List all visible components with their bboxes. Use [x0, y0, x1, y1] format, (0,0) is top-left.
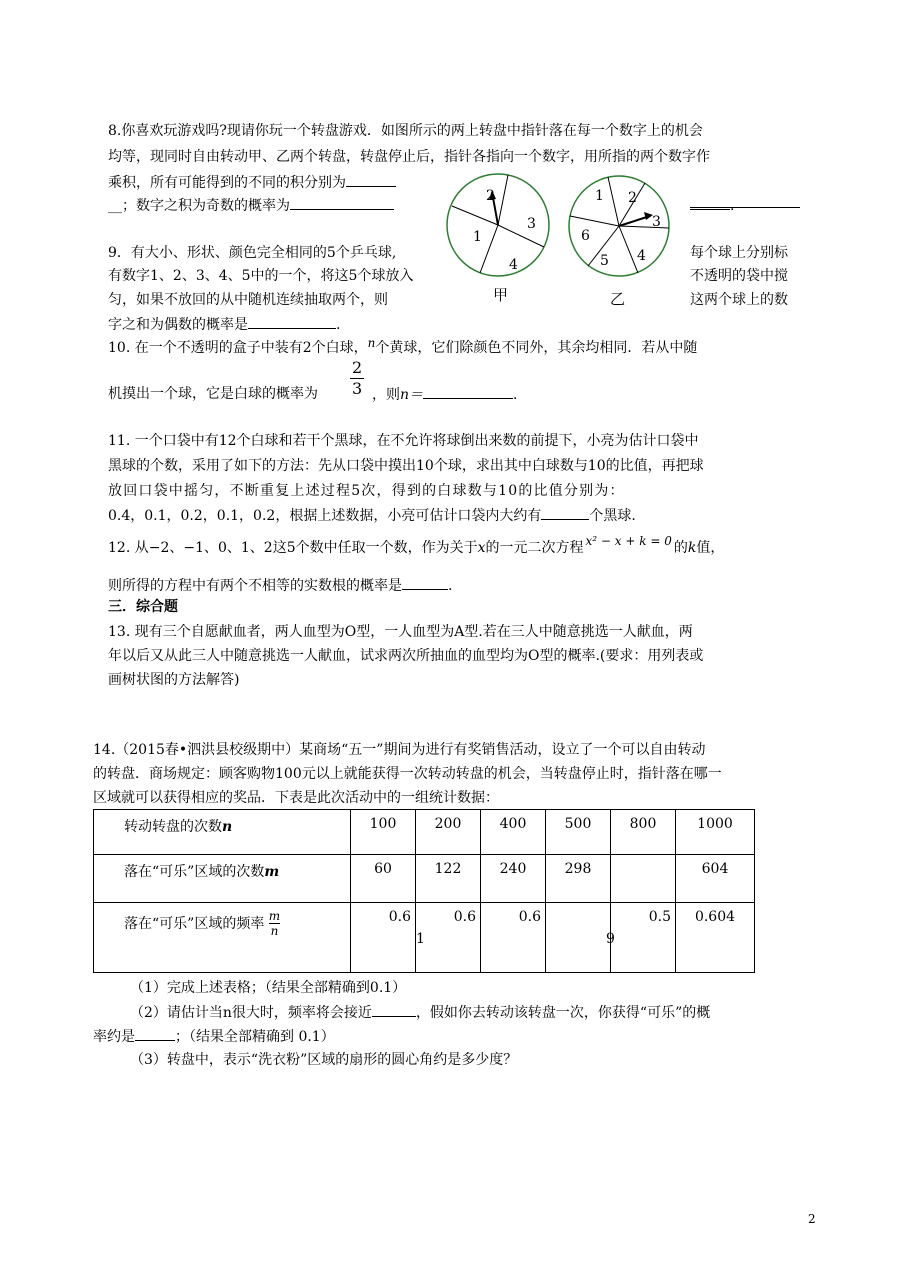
- q12-line2-text: 则所得的方程中有两个不相等的实数根的概率是: [108, 578, 402, 594]
- row3-frac-num: m: [268, 909, 281, 923]
- q13-line2: 年以后又从此三人中随意挑选一人献血，试求两次所抽血的血型均为O型的概率.(要求：用列表或: [108, 648, 704, 664]
- q12-line1-c: 的: [673, 540, 688, 556]
- table-cell: 0.5: [611, 903, 676, 973]
- table-cell: 800: [611, 810, 676, 855]
- q11-line4: [108, 505, 636, 526]
- q10-period: .: [513, 387, 518, 403]
- q10-frac-num: 2: [352, 358, 363, 377]
- table-spill-1: 1: [416, 931, 425, 947]
- table-row: [94, 855, 755, 903]
- table-spill-9: 9: [606, 931, 615, 947]
- q11-answer-blank[interactable]: [541, 505, 589, 520]
- q14-part2-a: （2）请估计当n很大时，频率将会接近: [130, 1005, 372, 1021]
- q9-line4-text: 字之和为偶数的概率是: [108, 317, 248, 333]
- table-cell: 60: [351, 855, 416, 903]
- q9-line3-left: 匀，如果不放回的从中随机连续抽取两个，则: [108, 292, 388, 308]
- table-cell: 100: [351, 810, 416, 855]
- table-cell: 200: [416, 810, 481, 855]
- q14-prob-blank[interactable]: [135, 1026, 175, 1041]
- table-cell-empty[interactable]: [546, 903, 611, 973]
- q12-line1-b: 的一元二次方程: [485, 540, 584, 556]
- row3-label: 落在“可乐”区域的频率: [124, 915, 265, 932]
- spinner-jia: [447, 174, 549, 304]
- table-cell: 0.6: [481, 903, 546, 973]
- q9-line2-right: 不透明的袋中搅: [690, 268, 788, 284]
- q8-odd-prob-blank-right[interactable]: [690, 195, 730, 210]
- q9-period: .: [336, 317, 341, 333]
- q8-right-period: .: [730, 198, 735, 214]
- row-label-cola-count: [94, 855, 351, 903]
- q12-answer-blank[interactable]: [402, 575, 448, 590]
- row3-fraction: [269, 909, 280, 938]
- section-3-title: 三．综合题: [108, 599, 178, 615]
- q14-part3: （3）转盘中，表示“洗衣粉”区域的扇形的圆心角约是多少度？: [130, 1052, 518, 1068]
- q8-odd-prob-blank[interactable]: [290, 195, 394, 210]
- q10-line2-right: [372, 384, 517, 405]
- q12-line1-a: 12. 从−2、−1、0、1、2这5个数中任取一个数，作为关于: [108, 540, 478, 556]
- spinner-yi-num-2: 2: [628, 190, 637, 206]
- q12-equation: x² − x + k = 0: [585, 534, 672, 548]
- stats-table: [93, 809, 755, 973]
- table-cell: 0.6: [351, 903, 416, 973]
- table-cell: 500: [546, 810, 611, 855]
- row1-var: n: [222, 819, 233, 835]
- row-label-cola-freq: [94, 903, 351, 973]
- q8-line3: [108, 172, 396, 193]
- q14-part2-cont: [93, 1026, 335, 1047]
- q10-line1-b: 个黄球，它们除颜色不同外，其余均相同．若从中随: [375, 340, 698, 356]
- q8-right-end: [690, 195, 734, 216]
- table-cell: 240: [481, 855, 546, 903]
- q11-line1: 11. 一个口袋中有12个白球和若干个黑球，在不允许将球倒出来数的前提下，小亮为估计口袋中: [108, 433, 699, 449]
- q11-line3: 放回口袋中摇匀，不断重复上述过程5次，得到的白球数与10的比值分别为：: [108, 483, 625, 499]
- q10-line2-a: 机摸出一个球，它是白球的概率为: [108, 386, 318, 402]
- q14-part2-b: ，假如你去转动该转盘一次，你获得“可乐”的概: [415, 1005, 711, 1021]
- q14-part1: [93, 978, 406, 998]
- row3-frac-den: n: [270, 924, 279, 938]
- q14-line1: 14.（2015春•泗洪县校级期中）某商场“五一”期间为进行有奖销售活动，设立了一个可以自由转动: [93, 742, 706, 758]
- spinners-figure: [440, 168, 675, 308]
- row2-var: m: [264, 864, 280, 880]
- q9-line4: [108, 314, 340, 335]
- q14-line3: 区域就可以获得相应的奖品．下表是此次活动中的一组统计数据：: [93, 790, 499, 806]
- spinner-yi-num-1: 1: [595, 188, 604, 204]
- spinner-jia-num-2: 2: [486, 188, 495, 204]
- q12-period: .: [448, 578, 453, 594]
- spinner-yi-num-3: 3: [652, 214, 661, 230]
- q13-line1: 13. 现有三个自愿献血者，两人血型为O型，一人血型为A型.若在三人中随意挑选一人献血，两: [108, 624, 693, 640]
- q11-line4-a: 0.4，0.1，0.2，0.1，0.2，根据上述数据，小亮可估计口袋内大约有: [108, 508, 542, 524]
- q14-part2-d: ；（结果全部精确到 0.1）: [175, 1029, 335, 1045]
- spinner-jia-label: 甲: [493, 286, 509, 304]
- q8-line3-text: 乘积，所有可能得到的不同的积分别为: [108, 175, 346, 191]
- q9-answer-blank[interactable]: [248, 314, 336, 329]
- q11-line2: 黑球的个数，采用了如下的方法：先从口袋中摸出10个球，求出其中白球数与10的比值，再把球: [108, 458, 704, 474]
- q9-line3-right: 这两个球上的数: [690, 292, 788, 308]
- q9-line1-right: 每个球上分别标: [690, 245, 788, 261]
- q8-line2: 均等，现同时自由转动甲、乙两个转盘，转盘停止后，指针各指向一个数字，用所指的两个数字作: [108, 149, 710, 165]
- q14-part2: [130, 1002, 710, 1023]
- q12-line1: [108, 534, 725, 558]
- q10-var-n: n: [367, 336, 376, 350]
- spinner-jia-num-4: 4: [509, 257, 518, 273]
- spinner-yi-num-5: 5: [600, 253, 609, 269]
- table-cell: 122: [416, 855, 481, 903]
- row2-label: 落在“可乐”区域的次数: [124, 864, 265, 880]
- table-cell: 604: [676, 855, 755, 903]
- spinner-yi-label: 乙: [610, 290, 626, 308]
- q14-part2-c: 率约是: [93, 1029, 135, 1045]
- table-cell: 0.6: [416, 903, 481, 973]
- q8-products-blank[interactable]: [346, 172, 396, 187]
- page-number: 2: [808, 1212, 816, 1226]
- q12-var-x: x: [477, 540, 486, 556]
- q10-line2-b: ，则: [372, 387, 400, 403]
- q12-line2: [108, 575, 452, 596]
- spinner-jia-num-1: 1: [473, 229, 482, 245]
- table-row: [94, 810, 755, 855]
- q8-line1: 8.你喜欢玩游戏吗?现请你玩一个转盘游戏．如图所示的两上转盘中指针落在每一个数字上的机会: [108, 123, 703, 139]
- q10-answer-blank[interactable]: [423, 384, 513, 399]
- q9-line1-left: 9．有大小、形状、颜色完全相同的5个乒乓球,: [108, 245, 397, 261]
- spinner-jia-num-3: 3: [527, 216, 536, 232]
- table-cell: 1000: [676, 810, 755, 855]
- q11-line4-b: 个黑球.: [589, 508, 636, 524]
- q10-line2-c: n＝: [400, 387, 424, 403]
- q13-line3: 画树状图的方法解答): [108, 672, 240, 688]
- q10-frac-den: 3: [352, 379, 363, 398]
- spinner-yi: [569, 176, 669, 308]
- q12-line1-d: 值，: [696, 540, 725, 556]
- row1-label: 转动转盘的次数: [124, 819, 222, 835]
- q10-line1-a: 10. 在一个不透明的盒子中装有2个白球，: [108, 340, 368, 356]
- q10-line2: [108, 384, 318, 404]
- row-label-spins: [94, 810, 351, 855]
- table-cell: 298: [546, 855, 611, 903]
- table-cell: 0.604: [676, 903, 755, 973]
- q10-fraction: [350, 358, 364, 399]
- q14-line2: 的转盘．商场规定：顾客购物100元以上就能获得一次转动转盘的机会，当转盘停止时，指针落在哪一: [93, 766, 722, 782]
- spinner-yi-num-4: 4: [637, 248, 646, 264]
- q14-freq-blank[interactable]: [372, 1002, 416, 1017]
- q10-line1: [108, 338, 697, 358]
- q8-line4: [108, 195, 394, 216]
- spinner-yi-num-6: 6: [581, 228, 590, 244]
- q9-line2-left: 有数字1、2、3、4、5中的一个，将这5个球放入: [108, 268, 414, 284]
- q14-part1-text: （1）完成上述表格；（结果全部精确到0.1）: [130, 980, 407, 996]
- table-cell-empty[interactable]: [611, 855, 676, 903]
- table-cell: 400: [481, 810, 546, 855]
- q8-line4-text: __；数字之积为奇数的概率为: [108, 198, 290, 214]
- q12-var-k: k: [687, 540, 697, 556]
